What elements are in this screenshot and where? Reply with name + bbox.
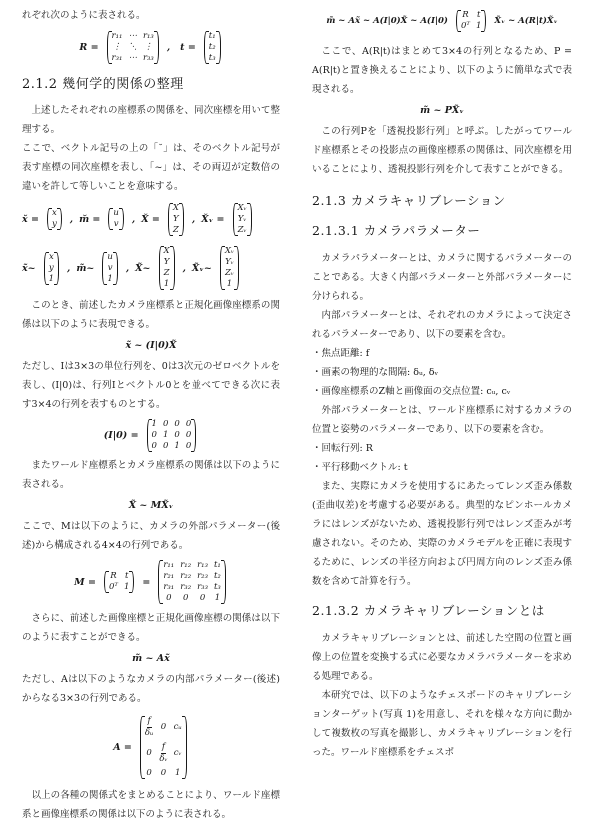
equation-A: A = $\frac{f}{\text{δᵤ}}$ 0 cᵤ 0 $\frac{f}{\text{δᵥ}}$ cᵥ 0 0 1 xyxy=(22,710,280,784)
paragraph: 以上の各種の関係式をまとめることにより、ワールド座標系と画像座標系の関係は以下のように表される。 xyxy=(22,790,280,820)
bullet-item: ・画像座標系のZ軸と画像面の交点位置: cᵤ, cᵥ xyxy=(312,386,511,397)
bullet-item: ・画素の物理的な間隔: δᵤ, δᵥ xyxy=(312,367,439,378)
paragraph: 外部パラメーターとは、ワールド座標系に対するカメラの位置と姿勢のパラメーターであり、以下の要素を含む。 xyxy=(312,405,572,435)
matrix-cells: r₁₁ ⋯ r₁₃ ⋮ ⋱ ⋮ r₃₁ ⋯ r₃₃ xyxy=(111,30,154,63)
paragraph: さらに、前述した画像座標と正規化画像座標の関係は以下のように表すことができる。 xyxy=(22,613,280,643)
section-heading: 2.1.3 カメラキャリブレーション xyxy=(312,193,506,208)
bullet-item: ・平行移動ベクトル: t xyxy=(312,462,408,473)
paragraph: この行列Pを「透視投影行列」と呼ぶ。したがってワールド座標系とその投影点の画像座標系の関係は、同次座標を用いることにより、透視投影行列を介して表すことができる。 xyxy=(312,126,572,175)
equation-R-t: R = r₁₁ ⋯ r₁₃ ⋮ ⋱ ⋮ r₃₁ ⋯ r₃₃ , t = t₁ t₂ t₃ xyxy=(22,27,280,67)
equation-image-normalized: m̃ ~ Ax̃ xyxy=(132,653,170,664)
paragraph: ここで、ベクトル記号の上の「˘」は、そのベクトル記号が表す座標の同次座標を表し、「~」は、その両辺が定数倍の違いを許して等しいことを意味する。 xyxy=(22,143,280,192)
paragraph: 本研究では、以下のようなチェスボードのキャリブレーションターゲット(写真 1)を用意し、それを様々な方向に動かして複数枚の写真を撮影し、カメラキャリブレーションを行った。ワールド座標系をチェスボ xyxy=(312,690,572,758)
paragraph: ただし、Iは3×3の単位行列を、0は3次元のゼロベクトルを表し、(I|0)は、行列Iとベクトル0とを並べてできる次に表す3×4の行列を表すものとする。 xyxy=(22,361,280,410)
matrix-R xyxy=(107,31,159,64)
equation-M: M = R t 0ᵀ 1 = r₁₁ r₁₂ r₁₃ t₁ r₂₁ r₂₂ r₂₃ t₂ r₃₁ r₃₂ r₃₃ t₃ 0 0 0 1 xyxy=(22,557,280,607)
paragraph: このとき、前述したカメラ座標系と正規化画像座標系の関係は以下のように表現できる。 xyxy=(22,300,280,330)
paragraph: また、実際にカメラを使用するにあたってレンズ歪み係数(歪曲収差)を考慮する必要がある。典型的なピンホールカメラにはレンズがないため、透視投影行列ではレンズ歪みが考慮されない。そのため、実際のカメラモデルを正確に表現するために、レンズの半径方向および円周方向のレンズ歪み係数を含めて計算を行う。 xyxy=(312,481,572,587)
right-column xyxy=(312,0,572,762)
bullet-item: ・焦点距離: f xyxy=(312,348,370,359)
section-heading: 2.1.2 幾何学的関係の整理 xyxy=(22,77,184,92)
bullet-item: ・回転行列: R xyxy=(312,443,373,454)
paragraph: またワールド座標系とカメラ座標系の関係は以下のように表される。 xyxy=(22,460,280,490)
paragraph: 内部パラメーターとは、それぞれのカメラによって決定されるパラメーターであり、以下の要素を含む。 xyxy=(312,310,572,340)
paragraph: カメラパラメーターとは、カメラに関するパラメーターのことである。大きく内部パラメーターと外部パラメーターに分けられる。 xyxy=(312,253,572,302)
paragraph: 上述したそれぞれの座標系の関係を、同次座標を用いて整理する。 xyxy=(22,105,280,135)
paragraph: カメラキャリブレーションとは、前述した空間の位置と画像上の位置を変換する式に必要なカメラパラメーターを求める処理である。 xyxy=(312,633,572,682)
subsection-heading: 2.1.3.1 カメラパラメーター xyxy=(312,223,481,238)
equation-projection: x̃ ~ (I|0)X̃ xyxy=(125,340,177,351)
vector-t: t₁ t₂ t₃ xyxy=(204,31,221,64)
subsection-heading: 2.1.3.2 カメラキャリブレーションとは xyxy=(312,603,545,618)
equation-homog: x̆ = x y , m̆ = u v , X̆ = X Y Z , X̆ᵥ = Xᵥ Yᵥ Zᵥ xyxy=(22,198,280,240)
paragraph: れぞれ次のように表される。 xyxy=(22,10,146,21)
paragraph: ここで、A(R|t)はまとめて3×4の行列となるため、P = A(R|t)と置き換えることにより、以下のように簡単な式で表現される。 xyxy=(312,46,572,95)
equation-I0: (I|0) = 1 0 0 0 0 1 0 0 0 0 1 0 xyxy=(22,416,280,454)
paragraph: ただし、Aは以下のようなカメラの内部パラメーター(後述)からなる3×3の行列である。 xyxy=(22,674,280,704)
equation-world-camera: X̃ ~ MX̃ᵥ xyxy=(128,500,174,511)
eq-label: t = xyxy=(180,41,196,53)
left-column xyxy=(22,0,280,824)
eq-label: R = xyxy=(79,41,99,53)
equation-perspective: m̃ ~ PX̃ᵥ xyxy=(420,105,464,116)
paragraph: ここで、Mは以下のように、カメラの外部パラメーター(後述)から構成される4×4の行列である。 xyxy=(22,521,280,551)
equation-homog-tilde: x̃~ x y 1 , m̃~ u v 1 , X̃~ X Y Z 1 , X̃ᵥ~ Xᵥ Yᵥ Zᵥ 1 xyxy=(22,242,280,294)
equation-full-projection: m̃ ~ Ax̃ ~ A(I|0)X̃ ~ A(I|0) R t 0ᵀ 1 X̃ᵥ ~ A(R|t)X̃ᵥ xyxy=(326,10,558,31)
